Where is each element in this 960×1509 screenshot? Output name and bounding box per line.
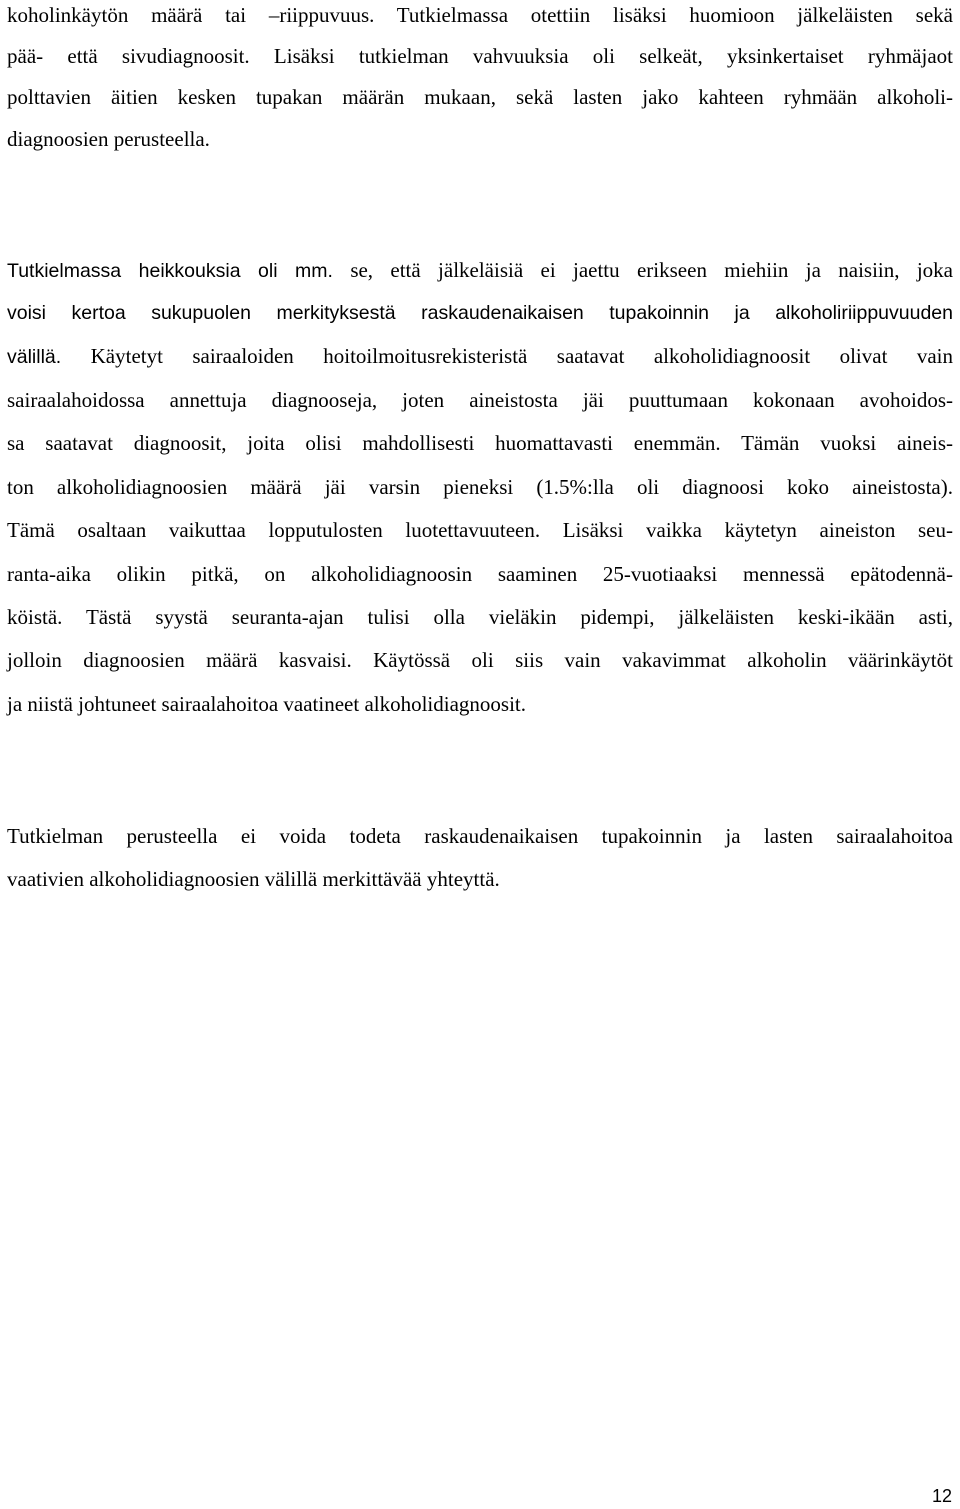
paragraph-2-line-10-part-1: jolloin diagnoosien määrä kasvaisi. [7,648,352,672]
paragraph-3-line-2: vaativien alkoholidiagnoosien välillä merkittävää yhteyttä. [7,867,500,891]
paragraph-2-line-9-part-2: Tästä syystä seuranta-ajan tulisi olla vieläkin pidempi, jälkeläisten keski-ikään asti, [85,605,954,629]
paragraph-1-line-3: polttavien äitien kesken tupakan määrän mukaan, sekä lasten jako kahteen ryhmään alkoholi- [7,85,953,109]
paragraph-2-line-7 [7,515,953,545]
paragraph-2-line-1-part-1: Tutkielmassa heikkouksia oli mm. [7,260,333,282]
paragraph-2-line-3-part-1: välillä. [7,346,62,368]
paragraph-2-line-10-part-2: Käytössä oli siis vain vakavimmat alkoholin väärinkäytöt [373,648,953,672]
paragraph-2-line-5-part-1: sa saatavat diagnoosit, joita olisi mahdollisesti huomattavasti enemmän. [7,431,721,455]
paragraph-2-line-8: ranta-aika olikin pitkä, on alkoholidiagnoosin saaminen 25-vuotiaaksi mennessä epätodennä- [7,562,953,586]
paragraph-2-line-4: sairaalahoidossa annettuja diagnooseja, joten aineistosta jäi puuttumaan kokonaan avohoidos- [7,388,953,412]
paragraph-2-line-7-part-2: Lisäksi vaikka käytetyn aineiston seu- [562,518,953,542]
paragraph-3-line-1: Tutkielman perusteella ei voida todeta raskaudenaikaisen tupakoinnin ja lasten sairaalahoitoa [7,824,953,848]
paragraph-2-line-1 [7,255,953,286]
paragraph-2-line-5-part-2: Tämän vuoksi aineis- [741,431,954,455]
paragraph-2-line-9-part-1: köistä. [7,605,63,629]
paragraph-2-line-10 [7,645,953,675]
paragraph-2-line-3 [7,341,953,372]
paragraph-2-line-11: ja niistä johtuneet sairaalahoitoa vaatineet alkoholidiagnoosit. [7,692,527,716]
paragraph-2-line-5 [7,428,953,458]
paragraph-2-line-7-part-1: Tämä osaltaan vaikuttaa lopputulosten luotettavuuteen. [7,518,541,542]
paragraph-2-line-6: ton alkoholidiagnoosien määrä jäi varsin pieneksi (1.5%:lla oli diagnoosi koko aineistosta). [7,475,953,499]
paragraph-1-line-1: koholinkäytön määrä tai –riippuvuus. Tutkielmassa otettiin lisäksi huomioon jälkeläisten sekä [7,3,953,27]
paragraph-2-line-1-part-2: se, että jälkeläisiä ei jaettu erikseen miehiin ja naisiin, joka [350,258,954,282]
paragraph-1-line-2: pää- että sivudiagnoosit. Lisäksi tutkielman vahvuuksia oli selkeät, yksinkertaiset ryhmäjaot [7,44,953,68]
paragraph-2-line-9 [7,602,953,632]
page-number: 12 [931,1486,952,1506]
paragraph-2-line-3-part-2: Käytetyt sairaaloiden hoitoilmoitusrekisteristä saatavat alkoholidiagnoosit olivat vain [90,344,954,368]
paragraph-1-line-4: diagnoosien perusteella. [7,127,210,151]
paragraph-2-line-2: voisi kertoa sukupuolen merkityksestä raskaudenaikaisen tupakoinnin ja alkoholiriippuvuuden [7,302,953,324]
